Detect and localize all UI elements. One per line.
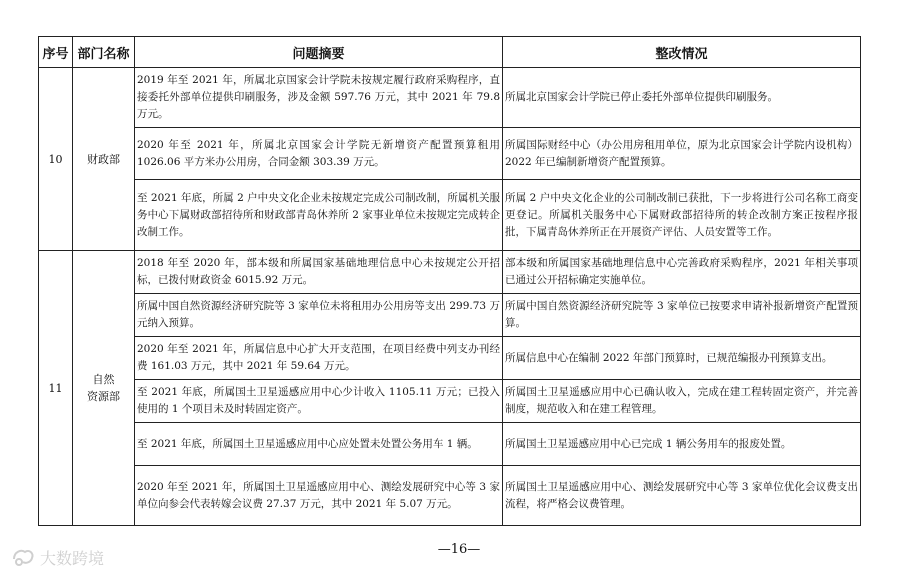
issue-cell: 2019 年至 2021 年，所属北京国家会计学院未按规定履行政府采购程序，直接委托外部单位提供印刷服务，涉及金额 597.76 万元，其中 2021 年 79.8 万元。 xyxy=(135,68,503,128)
issue-cell: 2020 年至 2021 年，所属北京国家会计学院无新增资产配置预算租用 1026.06 平方米办公用房，合同金额 303.39 万元。 xyxy=(135,128,503,180)
table-row xyxy=(39,68,861,128)
issue-cell: 2020 年至 2021 年，所属信息中心扩大开支范围，在项目经费中列支办刊经费 161.03 万元，其中 2021 年 59.64 万元。 xyxy=(135,337,503,380)
dept-name-line2: 资源部 xyxy=(87,390,120,403)
header-issue: 问题摘要 xyxy=(135,37,503,68)
issue-cell: 至 2021 年底，所属国土卫星遥感应用中心少计收入 1105.11 万元；已投入使用的 1 个项目未及时转固定资产。 xyxy=(135,380,503,423)
issue-cell: 2018 年至 2020 年，部本级和所属国家基础地理信息中心未按规定公开招标，已拨付财政资金 6015.92 万元。 xyxy=(135,251,503,294)
table-row xyxy=(39,466,861,526)
fix-cell: 所属国际财经中心（办公用房租用单位，原为北京国家会计学院内设机构）2022 年已编制新增资产配置预算。 xyxy=(503,128,861,180)
table-row xyxy=(39,423,861,466)
audit-table xyxy=(38,36,861,526)
table-row xyxy=(39,180,861,251)
table-row xyxy=(39,294,861,337)
row-index: 10 xyxy=(39,68,73,251)
fix-cell: 所属北京国家会计学院已停止委托外部单位提供印刷服务。 xyxy=(503,68,861,128)
issue-cell: 所属中国自然资源经济研究院等 3 家单位未将租用办公用房等支出 299.73 万元纳入预算。 xyxy=(135,294,503,337)
table-row xyxy=(39,337,861,380)
watermark xyxy=(10,546,104,569)
fix-cell: 所属国土卫星遥感应用中心、测绘发展研究中心等 3 家单位优化会议费支出流程，将严格会议费管理。 xyxy=(503,466,861,526)
watermark-text: 大数跨境 xyxy=(40,549,105,568)
fix-cell: 所属信息中心在编制 2022 年部门预算时，已规范编报办刊预算支出。 xyxy=(503,337,861,380)
header-index: 序号 xyxy=(39,37,73,68)
issue-cell: 2020 年至 2021 年，所属国土卫星遥感应用中心、测绘发展研究中心等 3 家单位向参会代表转嫁会议费 27.37 万元，其中 2021 年 5.07 万元。 xyxy=(135,466,503,526)
dept-name xyxy=(73,251,135,526)
table-row xyxy=(39,251,861,294)
fix-cell: 所属 2 户中央文化企业的公司制改制已获批，下一步将进行公司名称工商变更登记。所属机关服务中心下属财政部招待所的转企改制方案正按程序报批，下属青岛休养所正在开展资产评估、人员安置等工作。 xyxy=(503,180,861,251)
table-row xyxy=(39,128,861,180)
row-index: 11 xyxy=(39,251,73,526)
table-row xyxy=(39,380,861,423)
page-number: —16— xyxy=(437,542,481,557)
fix-cell: 部本级和所属国家基础地理信息中心完善政府采购程序，2021 年相关事项已通过公开招标确定实施单位。 xyxy=(503,251,861,294)
table-header-row xyxy=(39,37,861,68)
issue-cell: 至 2021 年底，所属 2 户中央文化企业未按规定完成公司制改制，所属机关服务中心下属财政部招待所和财政部青岛休养所 2 家事业单位未按规定完成转企改制工作。 xyxy=(135,180,503,251)
header-dept: 部门名称 xyxy=(73,37,135,68)
fix-cell: 所属国土卫星遥感应用中心已完成 1 辆公务用车的报废处置。 xyxy=(503,423,861,466)
issue-cell: 至 2021 年底，所属国土卫星遥感应用中心应处置未处置公务用车 1 辆。 xyxy=(135,423,503,466)
dept-name: 财政部 xyxy=(73,68,135,251)
watermark-logo-icon xyxy=(10,547,36,569)
header-fix: 整改情况 xyxy=(503,37,861,68)
fix-cell: 所属国土卫星遥感应用中心已确认收入，完成在建工程转固定资产，并完善制度，规范收入和在建工程管理。 xyxy=(503,380,861,423)
dept-name-line1: 自然 xyxy=(92,373,115,386)
fix-cell: 所属中国自然资源经济研究院等 3 家单位已按要求申请补报新增资产配置预算。 xyxy=(503,294,861,337)
